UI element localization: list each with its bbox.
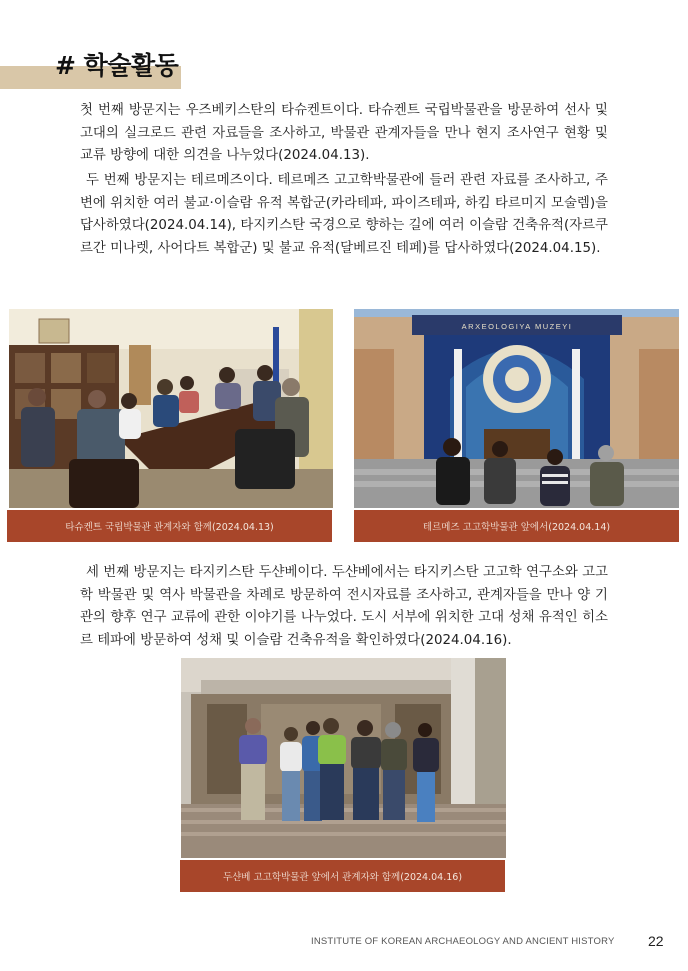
photo-caption-dushanbe: 두샨베 고고학박물관 앞에서 관계자와 함께(2024.04.16) bbox=[180, 860, 505, 892]
photo-tashkent-meeting bbox=[9, 309, 333, 508]
photo-caption-termez: 테르메즈 고고학박물관 앞에서(2024.04.14) bbox=[354, 510, 679, 542]
photo-termez-museum bbox=[354, 309, 679, 508]
page-number: 22 bbox=[648, 933, 664, 949]
museum-sign-text: ARXEOLOGIYA MUZEYI bbox=[461, 322, 573, 331]
section-title: # 학술활동 bbox=[55, 51, 179, 80]
paragraph-dushanbe: 세 번째 방문지는 타지키스탄 두샨베이다. 두샨베에서는 타지키스탄 고고학 연구소와 고고학 박물관 및 역사 박물관을 차례로 방문하여 전시자료를 조사하고, 관계자들을 만나 양 기관의 향후 연구 교류에 관한 이야기를 나누었다. 도시 서부에 위치한 고대 성채 유적인 히소르 테파에 방문하여 성채 및 이슬람 건축유적을 확인하였다(2024.04.16). bbox=[80, 565, 608, 648]
photo-caption-tashkent: 타슈켄트 국립박물관 관계자와 함께(2024.04.13) bbox=[7, 510, 332, 542]
paragraph-termez: 두 번째 방문지는 테르메즈이다. 테르메즈 고고학박물관에 들러 관련 자료를 조사하고, 주변에 위치한 여러 불교·이슬람 유적 복합군(카라테파, 파이즈테파, 하킴 타르미지 모술렘)을 답사하였다(2024.04.14), 타지키스탄 국경으로 향하는 길에 여러 이슬람 건축유적(자르쿠르간 미나렛, 사어다트 복합군) 및 불교 유적(달베르진 테페)를 답사하였다(2024.04.15). bbox=[80, 173, 608, 256]
paragraph-tashkent: 첫 번째 방문지는 우즈베키스탄의 타슈켄트이다. 타슈켄트 국립박물관을 방문하여 선사 및 고대의 실크로드 관련 자료들을 조사하고, 박물관 관계자들을 만나 현지 조사연구 현황 및 교류 방향에 대한 의견을 나누었다(2024.04.13). bbox=[80, 103, 608, 163]
footer-institute-name: INSTITUTE OF KOREAN ARCHAEOLOGY AND ANCIENT HISTORY bbox=[311, 936, 615, 947]
photo-dushanbe-group bbox=[181, 658, 506, 858]
